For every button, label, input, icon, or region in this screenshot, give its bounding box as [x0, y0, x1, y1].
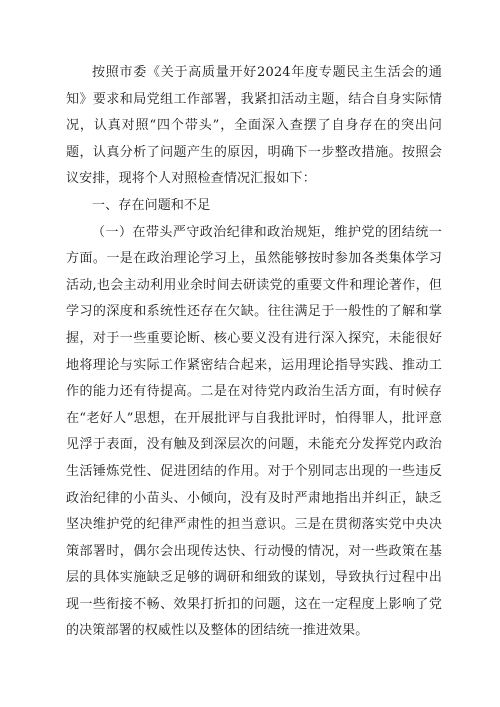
intro-paragraph: 按照市委《关于高质量开好2024年度专题民主生活会的通知》要求和局党组工作部署，我紧扣活动主题，结合自身实际情况，认真对照“四个带头”，全面深入查摆了自身存在的突出问题，认真分析了问题产生的原因，明确下一步整改措施。按照会议安排，现将个人对照检查情况汇报如下： — [66, 65, 442, 187]
section-heading: 一、存在问题和不足 — [92, 197, 211, 213]
section-body-paragraph: （一）在带头严守政治纪律和政治规矩，维护党的团结统一方面。一是在政治理论学习上，虽然能够按时参加各类集体学习活动,也会主动利用业余时间去研读党的重要文件和理论著作，但学习的深度和系统性还存在欠缺。往往满足于一般性的了解和掌握，对于一些重要论断、核心要义没有进行深入探究，未能很好地将理论与实际工作紧密结合起来，运用理论指导实践、推动工作的能力还有待提高。二是在对待党内政治生活方面，有时候存在“老好人”思想，在开展批评与自我批评时，怕得罪人，批评意见浮于表面，没有触及到深层次的问题，未能充分发挥党内政治生活锤炼党性、促进团结的作用。对于个别同志出现的一些违反政治纪律的小苗头、小倾向，没有及时严肃地指出并纠正，缺乏坚决维护党的纪律严肃性的担当意识。三是在贯彻落实党中央决策部署时，偶尔会出现传达快、行动慢的情况，对一些政策在基层的具体实施缺乏足够的调研和细致的谋划，导致执行过程中出现一些衔接不畅、效果打折扣的问题，这在一定程度上影响了党的决策部署的权威性以及整体的团结统一推进效果。 — [66, 224, 442, 639]
